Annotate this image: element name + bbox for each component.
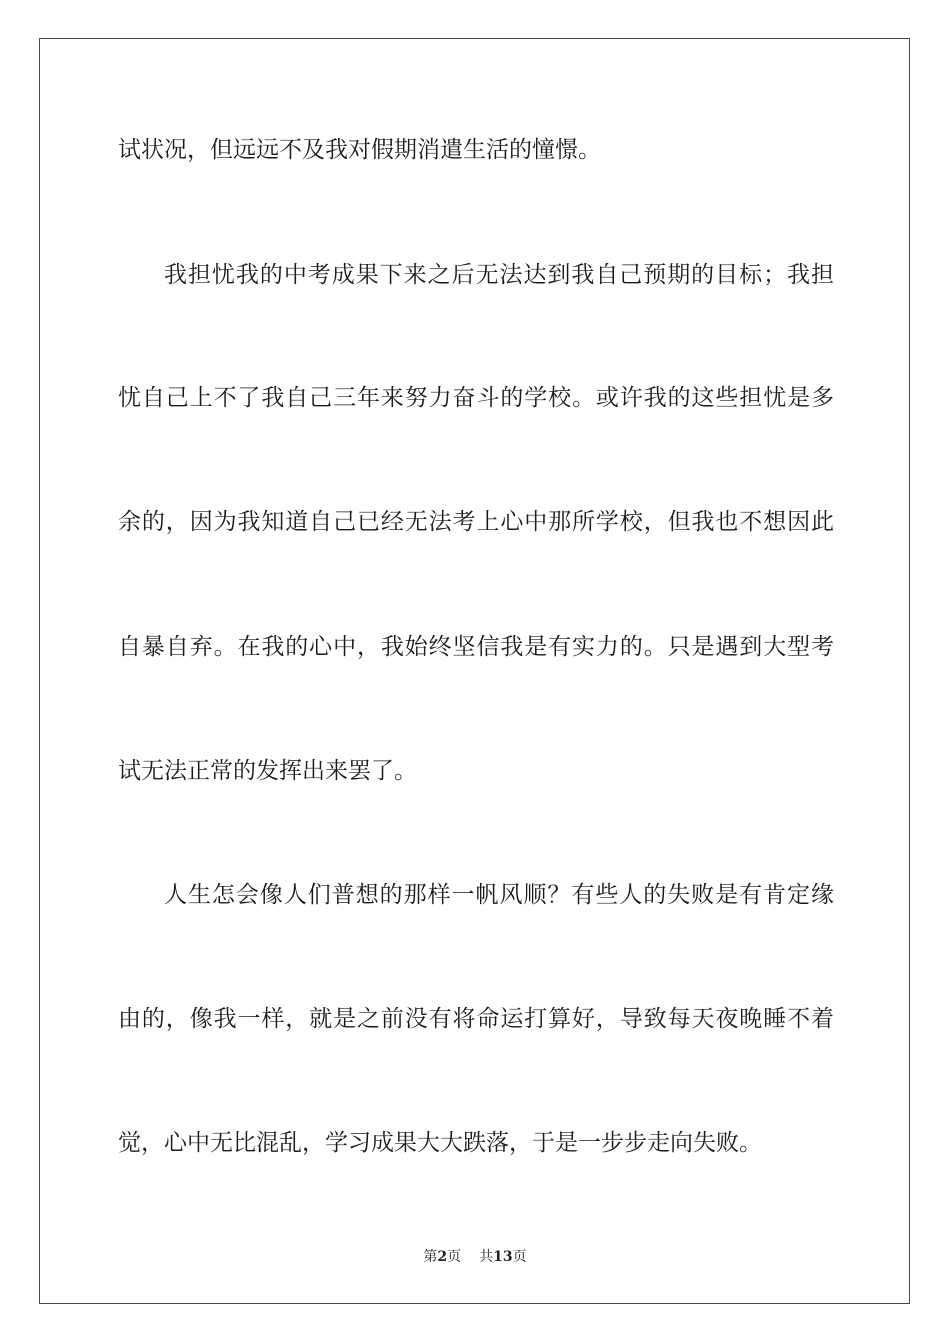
text-line-3: 忧自己上不了我自己三年来努力奋斗的学校。或许我的这些担忧是多 — [118, 385, 834, 411]
page-footer — [0, 1246, 950, 1266]
text-line-9: 觉，心中无比混乱，学习成果大大跌落，于是一步步走向失败。 — [118, 1130, 762, 1156]
page-border — [39, 38, 910, 1304]
total-pages: 13 — [493, 1249, 513, 1265]
text-line-8: 由的，像我一样，就是之前没有将命运打算好，导致每天夜晚睡不着 — [118, 1006, 834, 1032]
total-suffix: 页 — [512, 1249, 527, 1265]
text-line-7: 人生怎会像人们普想的那样一帆风顺？有些人的失败是有肯定缘 — [164, 882, 834, 908]
text-line-4: 余的，因为我知道自己已经无法考上心中那所学校，但我也不想因此 — [118, 509, 834, 535]
page-prefix: 第 — [423, 1249, 438, 1265]
total-prefix: 共 — [479, 1249, 494, 1265]
text-line-5: 自暴自弃。在我的心中，我始终坚信我是有实力的。只是遇到大型考 — [118, 634, 834, 660]
text-line-2: 我担忧我的中考成果下来之后无法达到我自己预期的目标；我担 — [164, 262, 834, 288]
text-line-1: 试状况，但远远不及我对假期消遣生活的憧憬。 — [118, 137, 601, 163]
text-line-6: 试无法正常的发挥出来罢了。 — [118, 758, 417, 784]
page-suffix: 页 — [447, 1249, 462, 1265]
page-number: 2 — [437, 1249, 448, 1265]
